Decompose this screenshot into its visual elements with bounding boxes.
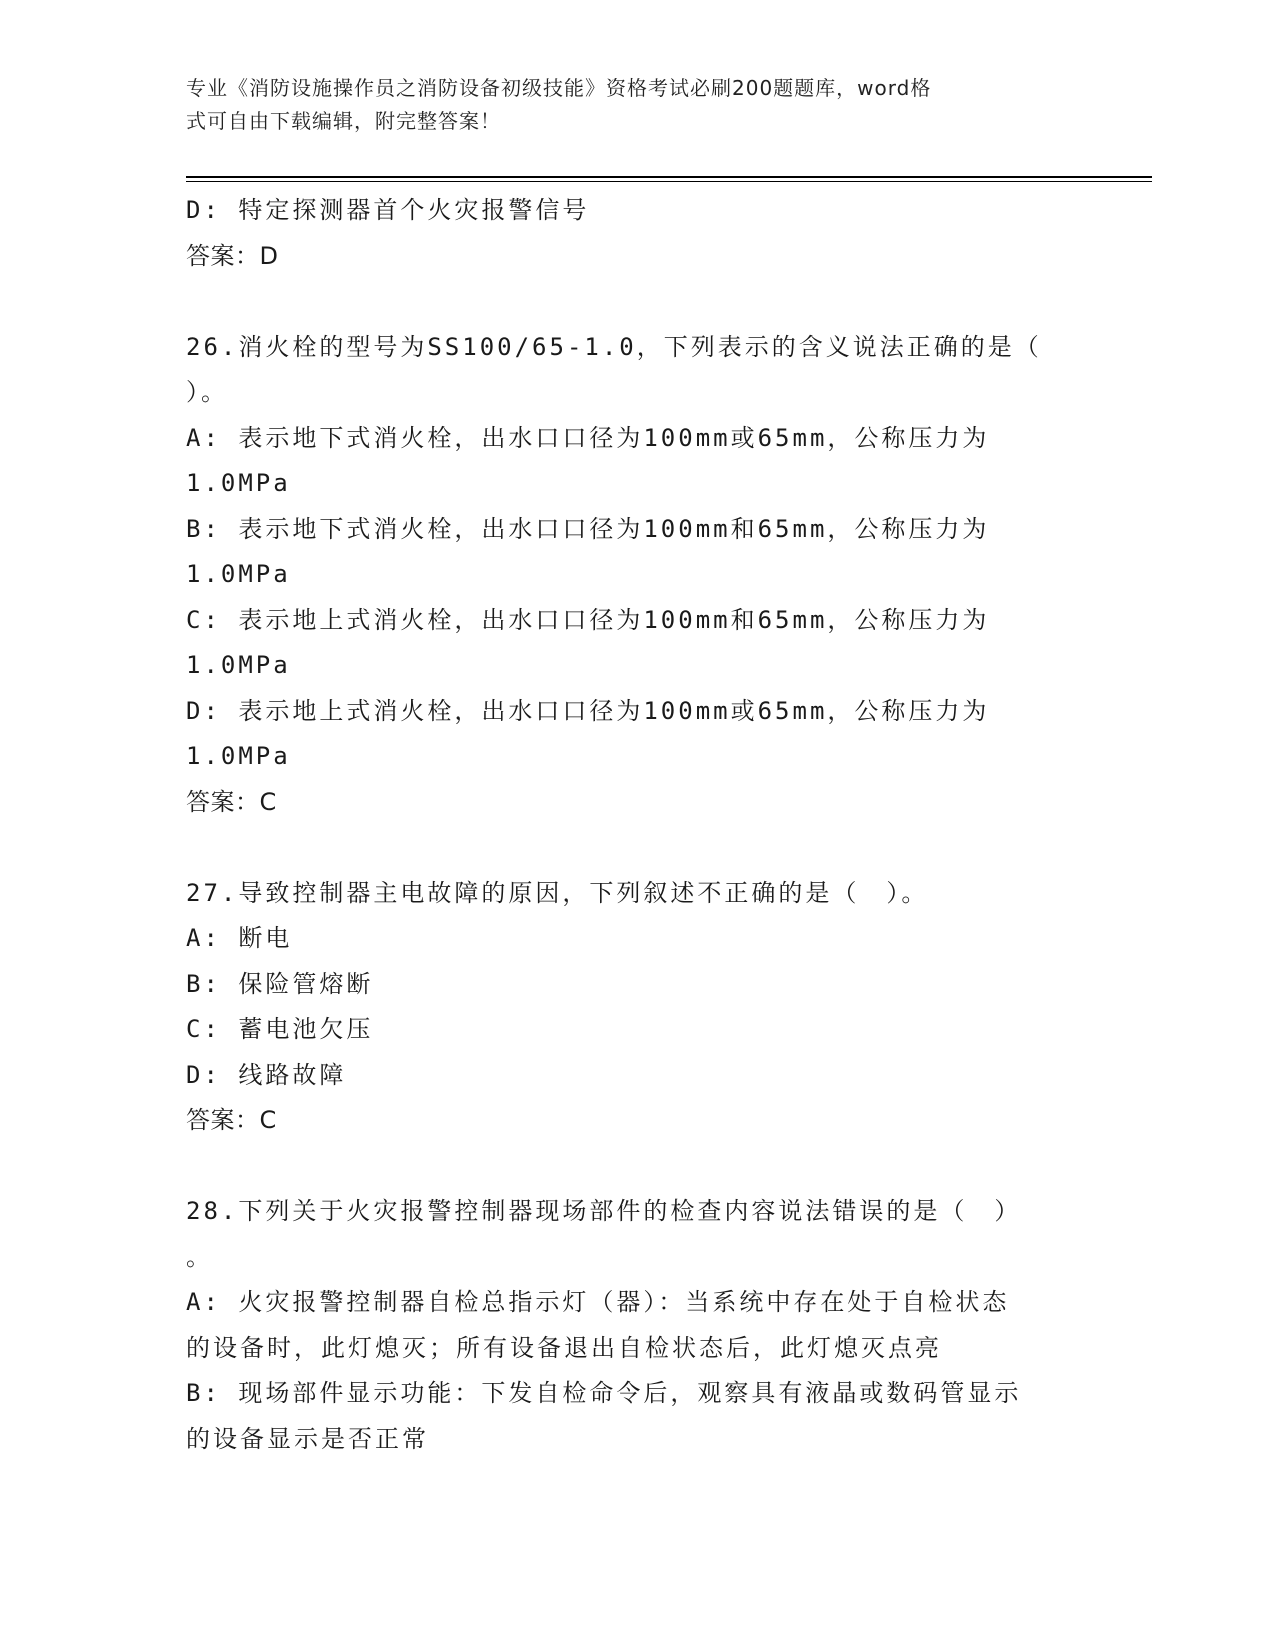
- spacer: [186, 825, 1086, 871]
- option-a-cont: 的设备时，此灯熄灭；所有设备退出自检状态后，此灯熄灭点亮: [186, 1333, 942, 1362]
- answer: 答案：D: [186, 241, 279, 270]
- option-d: D: 线路故障: [186, 1060, 347, 1089]
- option-a-cont: 1.0MPa: [186, 469, 291, 497]
- header-line-1: 专业《消防设施操作员之消防设备初级技能》资格考试必刷200题题库，word格: [186, 76, 932, 100]
- question-stem-cont: ）。: [186, 378, 228, 406]
- option-a: A: 火灾报警控制器自检总指示灯（器）：当系统中存在处于自检状态: [186, 1288, 1010, 1316]
- answer: 答案：C: [186, 1106, 277, 1134]
- question-content: [186, 188, 1086, 1462]
- option-d: D: 表示地上式消火栓，出水口口径为100mm或65mm，公称压力为: [186, 696, 990, 725]
- option-b: B: 保险管熔断: [186, 969, 374, 998]
- header-divider-thick: [186, 176, 1152, 178]
- spacer: [186, 279, 1086, 325]
- option-b-cont: 1.0MPa: [186, 560, 291, 588]
- question-28: [186, 1189, 1086, 1462]
- question-27: [186, 871, 1086, 1144]
- answer: 答案：C: [186, 787, 277, 816]
- option-c: C: 蓄电池欠压: [186, 1015, 374, 1043]
- option-d-cont: 1.0MPa: [186, 742, 291, 770]
- option-a: A: 断电: [186, 924, 293, 952]
- spacer: [186, 1144, 1086, 1190]
- question-stem: 26.消火栓的型号为SS100/65-1.0，下列表示的含义说法正确的是（: [186, 332, 1042, 361]
- question-26: [186, 325, 1086, 826]
- option-b-cont: 的设备显示是否正常: [186, 1424, 429, 1453]
- header-line-2: 式可自由下载编辑，附完整答案！: [186, 109, 501, 133]
- question-stem: 28.下列关于火灾报警控制器现场部件的检查内容说法错误的是（ ）: [186, 1197, 1022, 1225]
- document-header: [186, 72, 1066, 138]
- option-d: D: 特定探测器首个火灾报警信号: [186, 196, 590, 224]
- option-a: A: 表示地下式消火栓，出水口口径为100mm或65mm，公称压力为: [186, 423, 990, 452]
- header-divider-thin: [186, 181, 1152, 182]
- option-c-cont: 1.0MPa: [186, 651, 291, 679]
- question-stem: 27.导致控制器主电故障的原因，下列叙述不正确的是（ ）。: [186, 878, 929, 907]
- question-stem-cont: 。: [186, 1242, 213, 1271]
- previous-question-tail: [186, 188, 1086, 279]
- option-b: B: 表示地下式消火栓，出水口口径为100mm和65mm，公称压力为: [186, 514, 990, 543]
- option-c: C: 表示地上式消火栓，出水口口径为100mm和65mm，公称压力为: [186, 605, 990, 634]
- option-b: B: 现场部件显示功能：下发自检命令后，观察具有液晶或数码管显示: [186, 1379, 1022, 1407]
